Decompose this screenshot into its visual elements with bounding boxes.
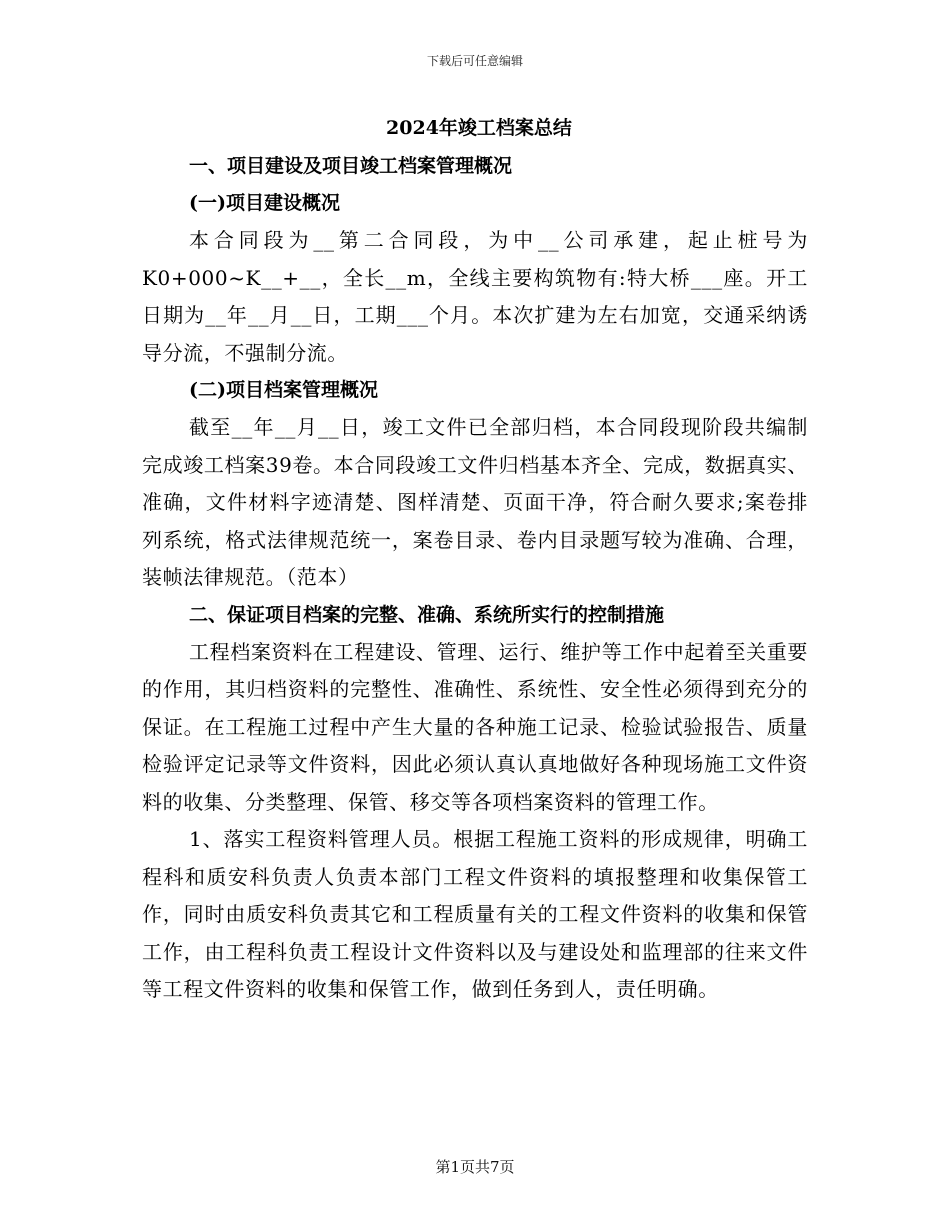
paragraph-staffing: 1、落实工程资料管理人员。根据工程施工资料的形成规律，明确工程科和质安科负责人负责本部门工程文件资料的填报整理和收集保管工作，同时由质安科负责其它和工程质量有关的工程文件资料的收集和保管工作，由工程科负责工程设计文件资料以及与建设处和监理部的往来文件等工程文件资料的收集和保管工作，做到任务到人，责任明确。	[142, 827, 808, 1001]
section-heading-2: 二、保证项目档案的完整、准确、系统所实行的控制措施	[189, 603, 665, 626]
subsection-heading-2: (二)项目档案管理概况	[189, 379, 378, 401]
page-footer: 第1页共7页	[435, 1158, 515, 1176]
paragraph-archive-overview: 截至__年__月__日，竣工文件已全部归档，本合同段现阶段共编制完成竣工档案39卷。本合同段竣工文件归档基本齐全、完成，数据真实、准确，文件材料字迹清楚、图样清楚、页面干净，符合耐久要求;案卷排列系统，格式法律规范统一，案卷目录、卷内目录题写较为准确、合理，装帧法律规范。（范本）	[142, 415, 808, 589]
section-heading-1: 一、项目建设及项目竣工档案管理概况	[189, 155, 513, 177]
paragraph-importance: 工程档案资料在工程建设、管理、运行、维护等工作中起着至关重要的作用，其归档资料的完整性、准确性、系统性、安全性必须得到充分的保证。在工程施工过程中产生大量的各种施工记录、检验试验报告、质量检验评定记录等文件资料，因此必须认真认真地做好各种现场施工文件资料的收集、分类整理、保管、移交等各项档案资料的管理工作。	[142, 639, 808, 814]
document-title: 2024年竣工档案总结	[386, 117, 572, 139]
document-body	[142, 108, 808, 1009]
page-header: 下载后可任意编辑	[426, 54, 523, 68]
subsection-heading-1: (一)项目建设概况	[189, 192, 340, 214]
paragraph-project-overview: 本合同段为__第二合同段，为中__公司承建，起止桩号为K0+000~K__+__，全长__m，全线主要构筑物有:特大桥___座。开工日期为__年__月__日，工期___个月。本次扩建为左右加宽，交通采纳诱导分流，不强制分流。	[142, 228, 808, 365]
